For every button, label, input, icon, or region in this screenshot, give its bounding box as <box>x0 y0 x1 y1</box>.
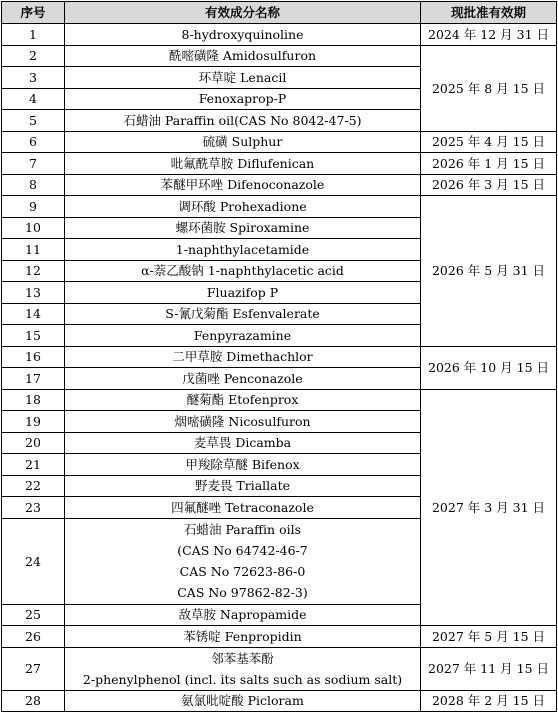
row-name-line: (CAS No 64742-46-7 <box>177 543 308 558</box>
row-name-line: CAS No 72623-86-0 <box>179 564 306 579</box>
row-name: 硫磺 Sulphur <box>65 131 421 153</box>
row-expiry: 2025 年 8 月 15 日 <box>421 45 557 131</box>
row-name: 调环酸 Prohexadione <box>65 196 421 218</box>
row-name-line: 石蜡油 Paraffin oils <box>183 522 302 537</box>
row-name: Fenoxaprop-P <box>65 88 421 110</box>
row-name: α-萘乙酸钠 1-naphthylacetic acid <box>65 260 421 282</box>
row-no: 9 <box>2 196 65 218</box>
row-name: 1-naphthylacetamide <box>65 239 421 261</box>
row-expiry: 2024 年 12 月 31 日 <box>421 24 557 46</box>
row-expiry: 2026 年 3 月 15 日 <box>421 174 557 196</box>
row-no: 15 <box>2 325 65 347</box>
row-expiry: 2026 年 10 月 15 日 <box>421 346 557 389</box>
row-name: 环草啶 Lenacil <box>65 67 421 89</box>
row-name: 螺环菌胺 Spiroxamine <box>65 217 421 239</box>
row-no: 2 <box>2 45 65 67</box>
row-name: Fenpyrazamine <box>65 325 421 347</box>
row-name: 苯醚甲环唑 Difenoconazole <box>65 174 421 196</box>
row-no: 23 <box>2 497 65 519</box>
row-no: 13 <box>2 282 65 304</box>
row-no: 24 <box>2 518 65 604</box>
table-row <box>2 153 557 175</box>
row-no: 3 <box>2 67 65 89</box>
row-expiry: 2027 年 5 月 15 日 <box>421 626 557 648</box>
row-no: 19 <box>2 411 65 433</box>
row-name: 敌草胺 Napropamide <box>65 604 421 626</box>
row-name: 四氟醚唑 Tetraconazole <box>65 497 421 519</box>
table-row <box>2 45 557 67</box>
row-name: 石蜡油 Paraffin oil(CAS No 8042-47-5) <box>65 110 421 132</box>
row-name: 醚菊酯 Etofenprox <box>65 389 421 411</box>
row-name-line: 邻苯基苯酚 <box>211 650 274 666</box>
row-name-line: CAS No 97862-82-3) <box>177 585 308 600</box>
row-name: 野麦畏 Triallate <box>65 475 421 497</box>
row-no: 12 <box>2 260 65 282</box>
header-no: 序号 <box>2 2 65 24</box>
row-name: 甲羧除草醚 Bifenox <box>65 454 421 476</box>
table-row <box>2 647 557 690</box>
table-row <box>2 131 557 153</box>
row-name: 二甲草胺 Dimethachlor <box>65 346 421 368</box>
row-no: 16 <box>2 346 65 368</box>
table-row <box>2 389 557 411</box>
row-expiry: 2027 年 3 月 31 日 <box>421 389 557 626</box>
header-expiry: 现批准有效期 <box>421 2 557 24</box>
row-name: 苯锈啶 Fenpropidin <box>65 626 421 648</box>
row-expiry: 2027 年 11 月 15 日 <box>421 647 557 690</box>
row-name: 8-hydroxyquinoline <box>65 24 421 46</box>
row-name: 烟嘧磺隆 Nicosulfuron <box>65 411 421 433</box>
row-no: 14 <box>2 303 65 325</box>
row-no: 6 <box>2 131 65 153</box>
row-no: 26 <box>2 626 65 648</box>
row-no: 10 <box>2 217 65 239</box>
row-expiry: 2025 年 4 月 15 日 <box>421 131 557 153</box>
row-expiry: 2028 年 2 月 15 日 <box>421 690 557 712</box>
table-row <box>2 196 557 218</box>
row-name <box>65 647 421 690</box>
table-row <box>2 24 557 46</box>
row-name: Fluazifop P <box>65 282 421 304</box>
table-row <box>2 346 557 368</box>
row-name <box>65 518 421 604</box>
table-row <box>2 626 557 648</box>
row-name: 酰嘧磺隆 Amidosulfuron <box>65 45 421 67</box>
table-header-row <box>2 2 557 24</box>
row-no: 18 <box>2 389 65 411</box>
row-no: 7 <box>2 153 65 175</box>
row-no: 20 <box>2 432 65 454</box>
row-expiry: 2026 年 5 月 31 日 <box>421 196 557 347</box>
row-no: 21 <box>2 454 65 476</box>
table-row <box>2 174 557 196</box>
row-no: 22 <box>2 475 65 497</box>
row-name: S-氰戊菊酯 Esfenvalerate <box>65 303 421 325</box>
row-name: 麦草畏 Dicamba <box>65 432 421 454</box>
row-no: 17 <box>2 368 65 390</box>
row-name: 氨氯吡啶酸 Picloram <box>65 690 421 712</box>
row-no: 25 <box>2 604 65 626</box>
row-no: 1 <box>2 24 65 46</box>
header-name: 有效成分名称 <box>65 2 421 24</box>
row-no: 28 <box>2 690 65 712</box>
row-no: 27 <box>2 647 65 690</box>
row-expiry: 2026 年 1 月 15 日 <box>421 153 557 175</box>
row-name-line: 2-phenylphenol (incl. its salts such as sodium salt) <box>82 671 403 687</box>
active-ingredients-table <box>1 1 557 712</box>
row-no: 8 <box>2 174 65 196</box>
row-no: 4 <box>2 88 65 110</box>
row-no: 5 <box>2 110 65 132</box>
row-name: 戊菌唑 Penconazole <box>65 368 421 390</box>
row-name: 吡氟酰草胺 Diflufenican <box>65 153 421 175</box>
table-row <box>2 690 557 712</box>
row-no: 11 <box>2 239 65 261</box>
